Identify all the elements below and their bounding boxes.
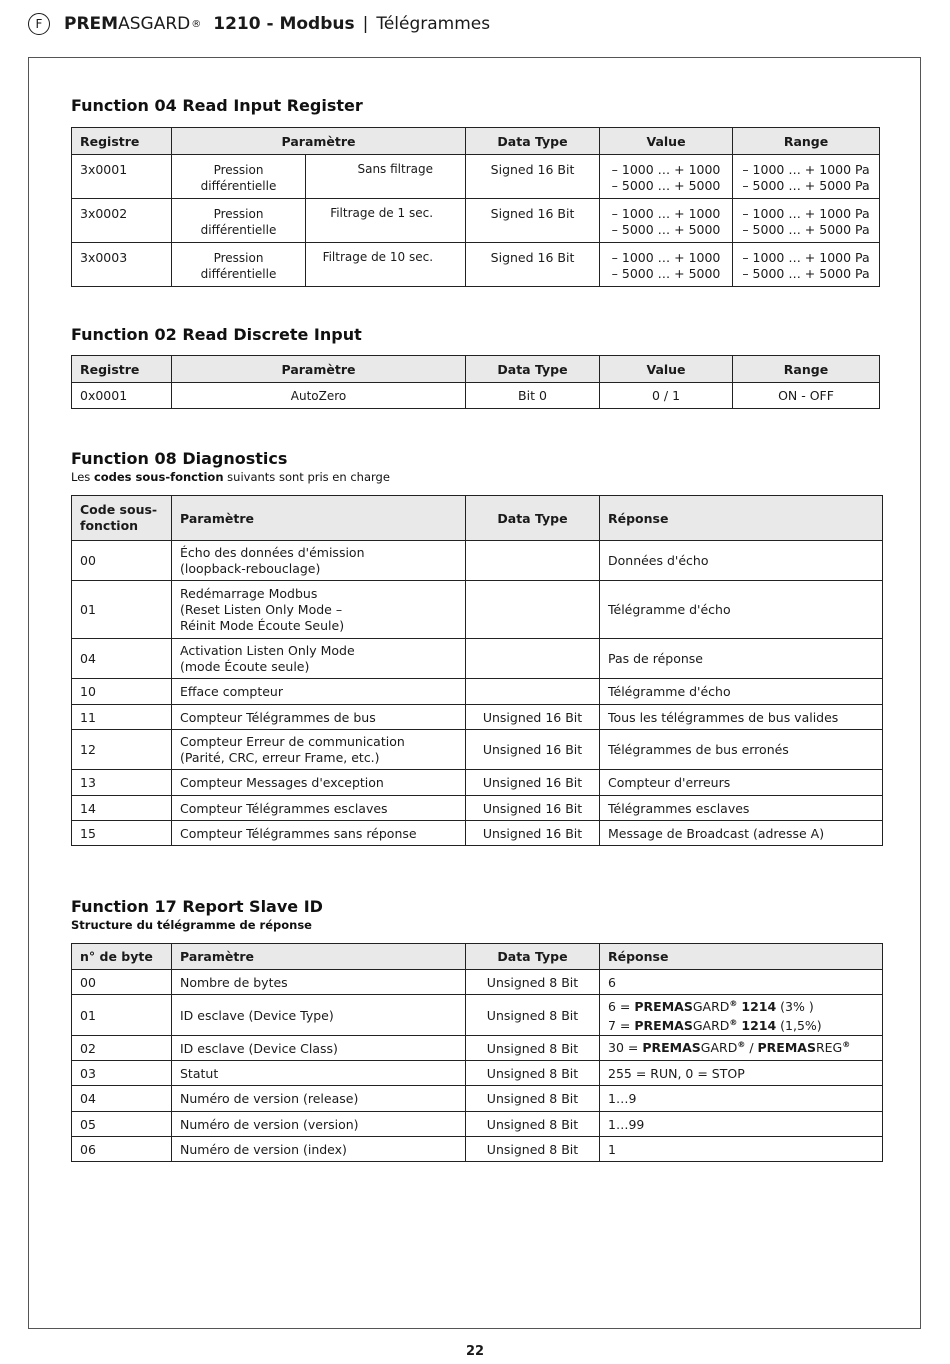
parameter-cell: Numéro de version (index) bbox=[172, 1137, 466, 1162]
registered-mark: ® bbox=[191, 18, 202, 30]
table-row bbox=[72, 541, 883, 581]
response-cell: 1…9 bbox=[600, 1086, 883, 1112]
response-cell: Télégramme d'écho bbox=[600, 679, 883, 705]
data-type-cell: Unsigned 16 Bit bbox=[466, 705, 600, 730]
response-cell: 30 = PREMASGARD® / PREMASREG® bbox=[600, 1036, 883, 1061]
data-type-cell: Signed 16 Bit bbox=[466, 155, 600, 199]
data-type-cell bbox=[466, 639, 600, 679]
parameter-cell: Compteur Télégrammes esclaves bbox=[172, 796, 466, 821]
data-type-cell: Unsigned 16 Bit bbox=[466, 730, 600, 770]
table-row bbox=[72, 243, 880, 287]
response-cell: Données d'écho bbox=[600, 541, 883, 581]
table-row bbox=[72, 821, 883, 846]
response-cell: Tous les télégrammes de bus valides bbox=[600, 705, 883, 730]
table-row bbox=[72, 1061, 883, 1086]
byte-cell: 02 bbox=[72, 1036, 172, 1061]
parameter-cell: Pression différentielle bbox=[172, 243, 306, 287]
col-reponse: Réponse bbox=[600, 496, 883, 541]
parameter-cell: Compteur Messages d'exception bbox=[172, 770, 466, 796]
col-registre: Registre bbox=[72, 128, 172, 155]
code-cell: 12 bbox=[72, 730, 172, 770]
byte-cell: 01 bbox=[72, 995, 172, 1036]
value-cell: – 1000 … + 1000 – 5000 … + 5000 bbox=[600, 199, 733, 243]
byte-cell: 03 bbox=[72, 1061, 172, 1086]
data-type-cell: Unsigned 8 Bit bbox=[466, 1086, 600, 1112]
code-cell: 13 bbox=[72, 770, 172, 796]
data-type-cell: Signed 16 Bit bbox=[466, 243, 600, 287]
col-data-type: Data Type bbox=[466, 496, 600, 541]
parameter-cell: Statut bbox=[172, 1061, 466, 1086]
col-range: Range bbox=[733, 128, 880, 155]
data-type-cell: Unsigned 8 Bit bbox=[466, 1036, 600, 1061]
table-row bbox=[72, 1086, 883, 1112]
parameter-cell: Redémarrage Modbus (Reset Listen Only Mode – Réinit Mode Écoute Seule) bbox=[172, 581, 466, 639]
col-reponse: Réponse bbox=[600, 944, 883, 970]
f04-title: Function 04 Read Input Register bbox=[71, 96, 363, 115]
col-parametre: Paramètre bbox=[172, 356, 466, 383]
code-cell: 10 bbox=[72, 679, 172, 705]
data-type-cell: Signed 16 Bit bbox=[466, 199, 600, 243]
data-type-cell: Unsigned 16 Bit bbox=[466, 796, 600, 821]
f08-table bbox=[71, 495, 883, 846]
col-data-type: Data Type bbox=[466, 128, 600, 155]
table-row bbox=[72, 199, 880, 243]
parameter-cell: Efface compteur bbox=[172, 679, 466, 705]
parameter-cell: Compteur Télégrammes de bus bbox=[172, 705, 466, 730]
byte-cell: 05 bbox=[72, 1112, 172, 1137]
data-type-cell: Bit 0 bbox=[466, 383, 600, 409]
col-byte: n° de byte bbox=[72, 944, 172, 970]
f04-table bbox=[71, 127, 880, 287]
f17-table bbox=[71, 943, 883, 1162]
table-row bbox=[72, 970, 883, 995]
table-row bbox=[72, 639, 883, 679]
table-row bbox=[72, 1137, 883, 1162]
code-cell: 01 bbox=[72, 581, 172, 639]
f17-title: Function 17 Report Slave ID bbox=[71, 897, 323, 916]
table-header-row bbox=[72, 496, 883, 541]
brand-bold: PREM bbox=[64, 14, 119, 34]
register-cell: 3x0002 bbox=[72, 199, 172, 243]
page-header bbox=[28, 12, 490, 36]
page-number: 22 bbox=[465, 1344, 485, 1359]
data-type-cell: Unsigned 8 Bit bbox=[466, 1137, 600, 1162]
data-type-cell bbox=[466, 581, 600, 639]
table-row bbox=[72, 581, 883, 639]
brand-light: ASGARD bbox=[118, 14, 191, 34]
table-header-row bbox=[72, 128, 880, 155]
byte-cell: 00 bbox=[72, 970, 172, 995]
range-cell: – 1000 … + 1000 Pa – 5000 … + 5000 Pa bbox=[733, 155, 880, 199]
filter-cell: Filtrage de 1 sec. bbox=[306, 199, 466, 243]
col-registre: Registre bbox=[72, 356, 172, 383]
byte-cell: 06 bbox=[72, 1137, 172, 1162]
byte-cell: 04 bbox=[72, 1086, 172, 1112]
f17-subtitle: Structure du télégramme de réponse bbox=[71, 918, 312, 932]
code-cell: 00 bbox=[72, 541, 172, 581]
parameter-cell: Activation Listen Only Mode (mode Écoute seule) bbox=[172, 639, 466, 679]
response-cell: 6 bbox=[600, 970, 883, 995]
response-cell: Télégrammes de bus erronés bbox=[600, 730, 883, 770]
col-value: Value bbox=[600, 356, 733, 383]
value-cell: – 1000 … + 1000 – 5000 … + 5000 bbox=[600, 155, 733, 199]
data-type-cell: Unsigned 8 Bit bbox=[466, 995, 600, 1036]
response-cell: 1…99 bbox=[600, 1112, 883, 1137]
col-value: Value bbox=[600, 128, 733, 155]
table-header-row bbox=[72, 356, 880, 383]
parameter-cell: Nombre de bytes bbox=[172, 970, 466, 995]
filter-cell: Sans filtrage bbox=[306, 155, 466, 199]
col-data-type: Data Type bbox=[466, 356, 600, 383]
parameter-cell: ID esclave (Device Type) bbox=[172, 995, 466, 1036]
table-row bbox=[72, 383, 880, 409]
register-cell: 0x0001 bbox=[72, 383, 172, 409]
response-cell: 6 = PREMASGARD® 1214 (3% ) 7 = PREMASGARD® 1214 (1,5%) bbox=[600, 995, 883, 1036]
f08-subtitle: Les codes sous-fonction suivants sont pris en charge bbox=[71, 470, 390, 484]
table-header-row bbox=[72, 944, 883, 970]
table-row bbox=[72, 796, 883, 821]
code-cell: 04 bbox=[72, 639, 172, 679]
value-cell: – 1000 … + 1000 – 5000 … + 5000 bbox=[600, 243, 733, 287]
parameter-cell: Numéro de version (version) bbox=[172, 1112, 466, 1137]
col-parametre: Paramètre bbox=[172, 496, 466, 541]
code-cell: 15 bbox=[72, 821, 172, 846]
value-cell: 0 / 1 bbox=[600, 383, 733, 409]
response-cell: 255 = RUN, 0 = STOP bbox=[600, 1061, 883, 1086]
table-row bbox=[72, 1112, 883, 1137]
range-cell: – 1000 … + 1000 Pa – 5000 … + 5000 Pa bbox=[733, 199, 880, 243]
data-type-cell bbox=[466, 679, 600, 705]
filter-cell: Filtrage de 10 sec. bbox=[306, 243, 466, 287]
parameter-cell: Compteur Télégrammes sans réponse bbox=[172, 821, 466, 846]
model-name: 1210 - Modbus bbox=[213, 14, 355, 34]
parameter-cell: AutoZero bbox=[172, 383, 466, 409]
response-cell: Télégramme d'écho bbox=[600, 581, 883, 639]
table-row bbox=[72, 1036, 883, 1061]
parameter-cell: Écho des données d'émission (loopback-rebouclage) bbox=[172, 541, 466, 581]
data-type-cell: Unsigned 16 Bit bbox=[466, 770, 600, 796]
table-row bbox=[72, 155, 880, 199]
parameter-cell: ID esclave (Device Class) bbox=[172, 1036, 466, 1061]
register-cell: 3x0003 bbox=[72, 243, 172, 287]
data-type-cell bbox=[466, 541, 600, 581]
code-cell: 11 bbox=[72, 705, 172, 730]
parameter-cell: Pression différentielle bbox=[172, 155, 306, 199]
col-code: Code sous- fonction bbox=[72, 496, 172, 541]
f02-title: Function 02 Read Discrete Input bbox=[71, 325, 362, 344]
col-parametre: Paramètre bbox=[172, 944, 466, 970]
range-cell: ON - OFF bbox=[733, 383, 880, 409]
data-type-cell: Unsigned 8 Bit bbox=[466, 1112, 600, 1137]
f08-title: Function 08 Diagnostics bbox=[71, 449, 288, 468]
table-row bbox=[72, 679, 883, 705]
language-badge: F bbox=[28, 13, 50, 35]
response-cell: Télégrammes esclaves bbox=[600, 796, 883, 821]
parameter-cell: Compteur Erreur de communication (Parité, CRC, erreur Frame, etc.) bbox=[172, 730, 466, 770]
parameter-cell: Numéro de version (release) bbox=[172, 1086, 466, 1112]
response-cell: 1 bbox=[600, 1137, 883, 1162]
range-cell: – 1000 … + 1000 Pa – 5000 … + 5000 Pa bbox=[733, 243, 880, 287]
table-row bbox=[72, 730, 883, 770]
table-row bbox=[72, 995, 883, 1036]
response-cell: Message de Broadcast (adresse A) bbox=[600, 821, 883, 846]
code-cell: 14 bbox=[72, 796, 172, 821]
header-separator: | bbox=[362, 14, 369, 34]
register-cell: 3x0001 bbox=[72, 155, 172, 199]
data-type-cell: Unsigned 8 Bit bbox=[466, 1061, 600, 1086]
table-row bbox=[72, 705, 883, 730]
section-name: Télégrammes bbox=[376, 14, 491, 34]
table-row bbox=[72, 770, 883, 796]
parameter-cell: Pression différentielle bbox=[172, 199, 306, 243]
col-parametre: Paramètre bbox=[172, 128, 466, 155]
data-type-cell: Unsigned 8 Bit bbox=[466, 970, 600, 995]
response-cell: Pas de réponse bbox=[600, 639, 883, 679]
col-data-type: Data Type bbox=[466, 944, 600, 970]
col-range: Range bbox=[733, 356, 880, 383]
data-type-cell: Unsigned 16 Bit bbox=[466, 821, 600, 846]
response-cell: Compteur d'erreurs bbox=[600, 770, 883, 796]
f02-table bbox=[71, 355, 880, 409]
